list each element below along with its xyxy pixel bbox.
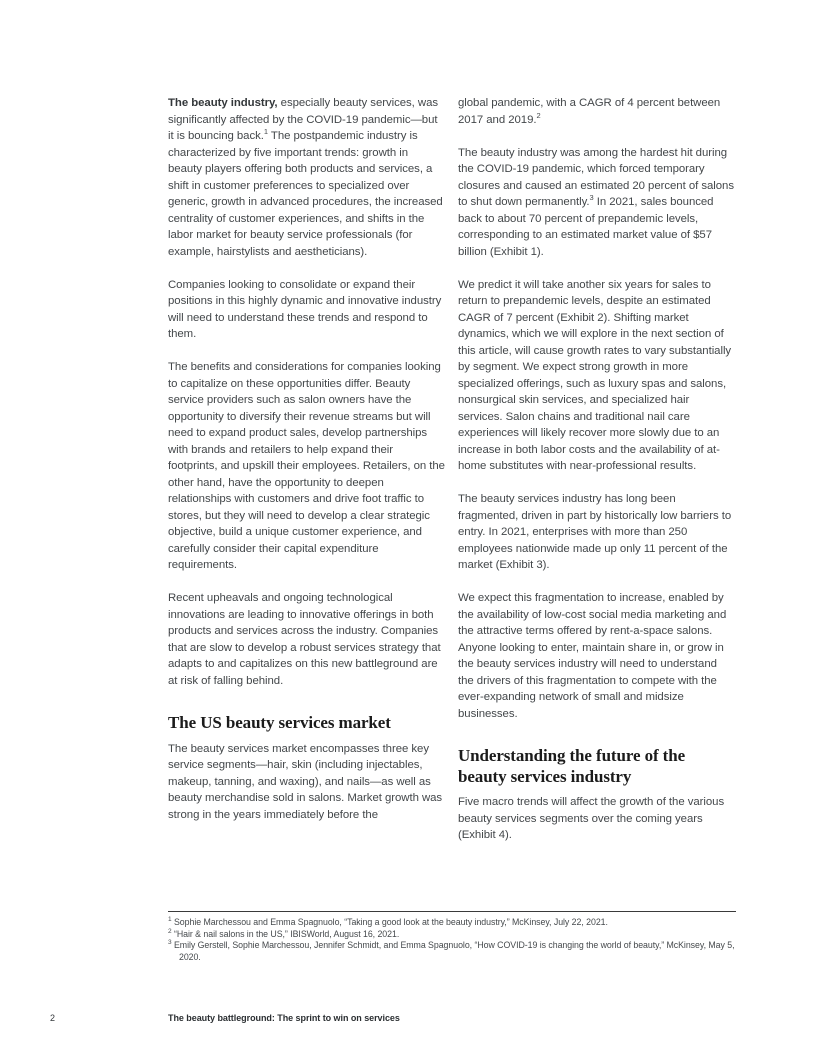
footnote-ref-1: 1 <box>263 127 269 137</box>
footnote-text: “Hair & nail salons in the US,” IBISWorld, August 16, 2021. <box>173 928 400 939</box>
paragraph-text: The beauty industry was among the hardest hit during the COVID-19 pandemic, which forced temporary closures and caused an estimated 20 percent of salons to shut down permanently. <box>458 146 734 208</box>
paragraph: The beauty services market encompasses three key service segments—hair, skin (including injectables, makeup, tanning, and waxing), and nails—as well as beauty merchandise sold in salons. Market growth was strong in the years immediately before the <box>168 742 443 821</box>
paragraph <box>168 95 445 260</box>
footnote <box>168 917 736 929</box>
paragraph <box>458 145 735 261</box>
footnote-ref-2: 2 <box>536 110 541 120</box>
section-heading-understanding-future: Understanding the future of the beauty services industry <box>458 746 686 786</box>
paragraph-text: especially beauty services, was significantly affected by the COVID-19 pandemic—but it is bouncing back. <box>168 97 439 142</box>
right-column <box>458 95 735 860</box>
footnote-text: Emily Gerstell, Sophie Marchessou, Jennifer Schmidt, and Emma Spagnuolo, “How COVID-19 is changing the world of beauty,” McKinsey, May 5, 2020. <box>173 940 735 962</box>
footnote <box>168 929 736 941</box>
section-heading-us-beauty-services-market: The US beauty services market <box>168 713 391 732</box>
paragraph: We predict it will take another six years for sales to return to prepandemic levels, despite an estimated CAGR of 7 percent (Exhibit 2). Shifting market dynamics, which we will explore in the next section of this article, will cause growth rates to vary substantially by segment. We expect strong growth in more specialized offerings, such as luxury spas and salons, nonsurgical skin services, and specialized hair services. Salon chains and traditional nail care experiences will likely recover more slowly due to an increase in both labor costs and the availability of at-home substitutes with near-professional results. <box>458 278 732 472</box>
page-number: 2 <box>50 1013 56 1023</box>
paragraph: The beauty services industry has long been fragmented, driven in part by historically low barriers to entry. In 2021, enterprises with more than 250 employees nationwide made up only 11 percent of the market (Exhibit 3). <box>458 493 732 571</box>
paragraph: We expect this fragmentation to increase, enabled by the availability of low-cost social media marketing and the attractive terms offered by rent-a-space salons. Anyone looking to enter, maintain share in, or grow in the beauty services industry will need to understand the drivers of this fragmentation to compete with the ever-expanding network of small and midsize businesses. <box>458 592 727 720</box>
paragraph: Recent upheavals and ongoing technological innovations are leading to innovative offerings in both products and services across the industry. Companies that are slow to develop a robust services strategy that adapts to and capitalizes on this new battleground are at risk of falling behind. <box>168 592 441 687</box>
paragraph <box>458 95 735 128</box>
footnote-number: 1 <box>168 916 172 924</box>
paragraph-text: In 2021, sales bounced back to about 70 percent of prepandemic levels, corresponding to an estimated market value of $57 billion (Exhibit 1). <box>458 196 714 258</box>
paragraph-text: global pandemic, with a CAGR of 4 percent between 2017 and 2019. <box>458 97 721 126</box>
footnote <box>168 940 736 963</box>
left-column <box>168 95 445 860</box>
article-body <box>168 95 735 860</box>
footer-running-title: The beauty battleground: The sprint to win on services <box>168 1013 400 1023</box>
paragraph: The benefits and considerations for companies looking to capitalize on these opportunities differ. Beauty service providers such as salon owners have the opportunity to diversify their revenue streams but will need to expand product sales, develop partnerships with brands and retailers to help expand their footprints, and upskill their employees. Retailers, on the other hand, have the opportunity to deepen relationships with customers and drive foot traffic to stores, but they will need to develop a clear strategic objective, build a unique customer experience, and carefully consider their capital expenditure requirements. <box>168 361 445 571</box>
footnote-number: 3 <box>168 939 172 947</box>
footnote-ref-3: 3 <box>589 193 594 203</box>
footnote-text: Sophie Marchessou and Emma Spagnuolo, “Taking a good look at the beauty industry,” McKinsey, July 22, 2021. <box>173 917 608 927</box>
paragraph: Five macro trends will affect the growth of the various beauty services segments over the coming years (Exhibit 4). <box>458 796 725 841</box>
footnote-number: 2 <box>168 927 172 935</box>
paragraph-text: The postpandemic industry is characterized by five important trends: growth in beauty players offering both products and services, a shift in customer preferences to specialized over generic, growth in advanced procedures, the increased centrality of customer experiences, and shifts in the labor market for beauty service professionals (for example, hairstylists and aestheticians). <box>168 130 443 258</box>
footnotes-section <box>168 911 736 963</box>
paragraph-lead: The beauty industry, <box>168 97 278 109</box>
paragraph: Companies looking to consolidate or expand their positions in this highly dynamic and innovative industry will need to understand these trends and respond to them. <box>168 278 442 340</box>
